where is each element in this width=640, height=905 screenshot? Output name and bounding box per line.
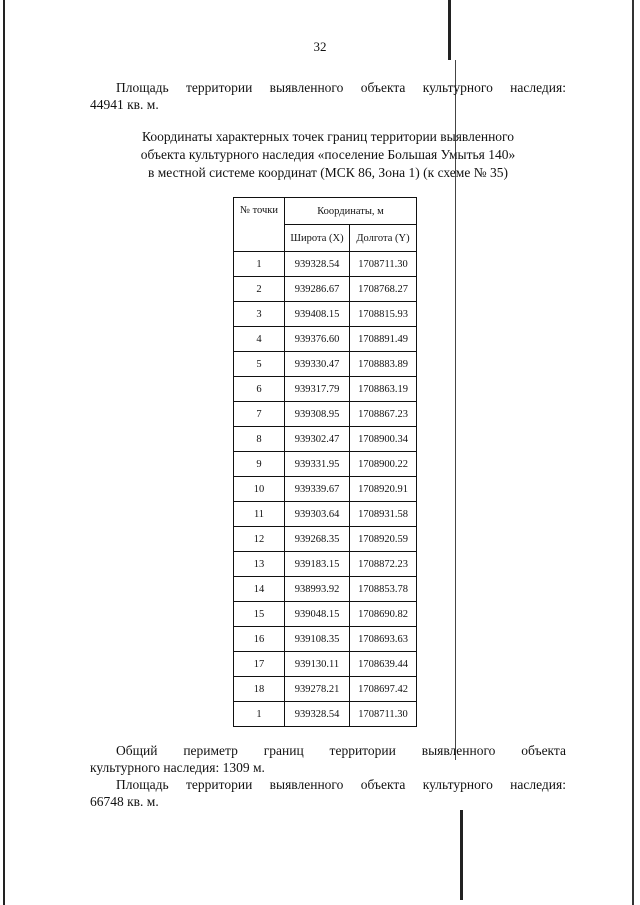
table-row [234,252,417,277]
table-row [234,552,417,577]
table-row [234,627,417,652]
cell-longitude: 1708711.30 [350,702,417,727]
cell-longitude: 1708900.22 [350,452,417,477]
cell-longitude: 1708867.23 [350,402,417,427]
cell-point-number: 11 [234,502,285,527]
cell-point-number: 4 [234,327,285,352]
scan-artifact-line [632,0,634,905]
cell-longitude: 1708639.44 [350,652,417,677]
caption-line: Координаты характерных точек границ территории выявленного [141,129,514,144]
cell-point-number: 7 [234,402,285,427]
cell-latitude: 939328.54 [285,702,350,727]
scan-artifact-line [460,810,463,900]
cell-latitude: 939308.95 [285,402,350,427]
table-row [234,277,417,302]
header-coordinates: Координаты, м [285,198,417,225]
cell-point-number: 15 [234,602,285,627]
table-row [234,652,417,677]
table-row [234,477,417,502]
cell-latitude: 939302.47 [285,427,350,452]
cell-longitude: 1708853.78 [350,577,417,602]
cell-latitude: 939278.21 [285,677,350,702]
cell-longitude: 1708883.89 [350,352,417,377]
coordinates-table [233,197,417,727]
header-longitude: Долгота (Y) [350,225,417,252]
area-text-line: Площадь территории выявленного объекта культурного наследия: [116,80,566,95]
table-row [234,377,417,402]
area-paragraph-top [90,79,566,113]
cell-point-number: 6 [234,377,285,402]
cell-longitude: 1708931.58 [350,502,417,527]
cell-latitude: 939130.11 [285,652,350,677]
cell-latitude: 939303.64 [285,502,350,527]
table-row [234,702,417,727]
cell-latitude: 939408.15 [285,302,350,327]
area-text-line: Площадь территории выявленного объекта культурного наследия: [116,777,566,792]
cell-latitude: 939183.15 [285,552,350,577]
cell-latitude: 939317.79 [285,377,350,402]
table-row [234,602,417,627]
caption-line: в местной системе координат (МСК 86, Зона 1) (к схеме № 35) [148,165,508,180]
cell-longitude: 1708872.23 [350,552,417,577]
cell-longitude: 1708768.27 [350,277,417,302]
table-row [234,402,417,427]
cell-point-number: 1 [234,702,285,727]
area-text-line: 66748 кв. м. [90,794,159,809]
cell-point-number: 1 [234,252,285,277]
header-latitude: Широта (X) [285,225,350,252]
table-caption [90,128,566,182]
cell-longitude: 1708697.42 [350,677,417,702]
cell-point-number: 2 [234,277,285,302]
cell-longitude: 1708900.34 [350,427,417,452]
cell-latitude: 939330.47 [285,352,350,377]
cell-longitude: 1708690.82 [350,602,417,627]
cell-latitude: 939048.15 [285,602,350,627]
cell-point-number: 13 [234,552,285,577]
table-row [234,577,417,602]
cell-point-number: 12 [234,527,285,552]
cell-latitude: 939286.67 [285,277,350,302]
cell-point-number: 9 [234,452,285,477]
cell-point-number: 14 [234,577,285,602]
cell-latitude: 939108.35 [285,627,350,652]
table-row [234,352,417,377]
cell-latitude: 939328.54 [285,252,350,277]
cell-point-number: 16 [234,627,285,652]
caption-line: объекта культурного наследия «поселение Большая Умытья 140» [140,147,516,162]
cell-latitude: 939331.95 [285,452,350,477]
table-row [234,327,417,352]
cell-longitude: 1708920.59 [350,527,417,552]
area-text-line: 44941 кв. м. [90,97,159,112]
table-row [234,527,417,552]
cell-point-number: 5 [234,352,285,377]
table-row [234,427,417,452]
cell-longitude: 1708711.30 [350,252,417,277]
perimeter-paragraph [90,742,566,776]
cell-point-number: 3 [234,302,285,327]
table-row [234,452,417,477]
table-row [234,677,417,702]
scan-artifact-line [3,0,5,905]
cell-longitude: 1708693.63 [350,627,417,652]
area-paragraph-bottom [90,776,566,810]
cell-point-number: 17 [234,652,285,677]
cell-longitude: 1708891.49 [350,327,417,352]
cell-longitude: 1708920.91 [350,477,417,502]
cell-point-number: 8 [234,427,285,452]
cell-longitude: 1708863.19 [350,377,417,402]
cell-point-number: 10 [234,477,285,502]
cell-latitude: 939268.35 [285,527,350,552]
cell-latitude: 939376.60 [285,327,350,352]
perimeter-text-line: культурного наследия: 1309 м. [90,760,265,775]
cell-point-number: 18 [234,677,285,702]
cell-longitude: 1708815.93 [350,302,417,327]
page-number: 32 [313,39,327,54]
perimeter-text-line: Общий периметр границ территории выявленного объекта [116,743,566,758]
table-row [234,502,417,527]
cell-latitude: 938993.92 [285,577,350,602]
header-point-number: № точки [234,198,285,252]
table-row [234,302,417,327]
cell-latitude: 939339.67 [285,477,350,502]
